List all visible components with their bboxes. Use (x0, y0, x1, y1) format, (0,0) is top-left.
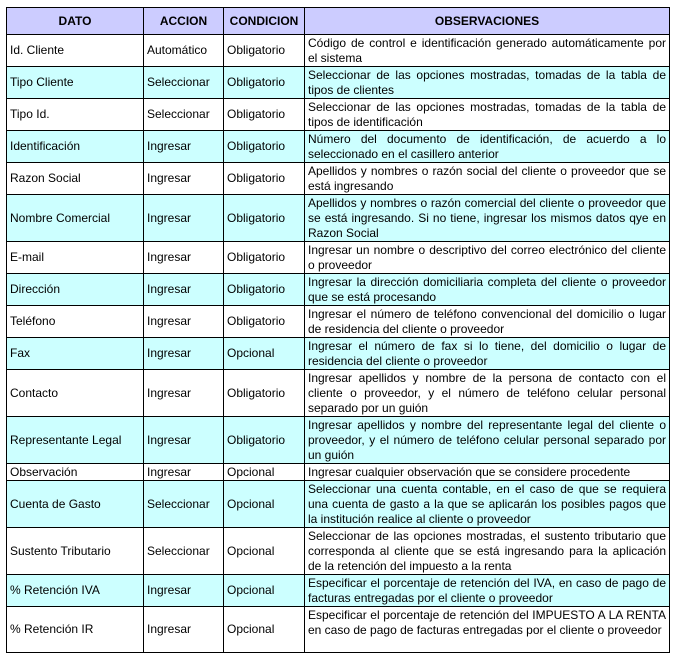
cell-dato: Id. Cliente (7, 35, 144, 67)
cell-observaciones: Especificar el porcentaje de retención del IMPUESTO A LA RENTA en caso de pago de facturas entregadas por el cliente o proveedor (305, 607, 670, 653)
cell-accion: Ingresar (144, 338, 224, 370)
cell-accion: Automático (144, 35, 224, 67)
table-row (7, 195, 670, 242)
cell-dato: Identificación (7, 131, 144, 163)
cell-accion: Seleccionar (144, 528, 224, 575)
cell-condicion: Opcional (224, 464, 305, 481)
cell-dato: E-mail (7, 242, 144, 274)
header-accion: ACCION (144, 8, 224, 35)
cell-accion: Ingresar (144, 274, 224, 306)
table-row (7, 417, 670, 464)
cell-observaciones: Ingresar cualquier observación que se considere procedente (305, 464, 670, 481)
data-dictionary-table (6, 7, 670, 653)
table-row (7, 481, 670, 528)
cell-dato: Observación (7, 464, 144, 481)
cell-condicion: Opcional (224, 528, 305, 575)
cell-condicion: Obligatorio (224, 242, 305, 274)
table-row (7, 464, 670, 481)
cell-observaciones: Ingresar apellidos y nombre de la persona de contacto con el cliente o proveedor, y el número de teléfono celular personal separado por un guión (305, 370, 670, 417)
cell-condicion: Opcional (224, 338, 305, 370)
cell-condicion: Obligatorio (224, 35, 305, 67)
cell-condicion: Opcional (224, 607, 305, 653)
cell-observaciones: Ingresar la dirección domiciliaria completa del cliente o proveedor que se está procesando (305, 274, 670, 306)
cell-dato: Tipo Id. (7, 99, 144, 131)
cell-condicion: Obligatorio (224, 417, 305, 464)
cell-observaciones: Seleccionar de las opciones mostradas, el sustento tributario que corresponda al cliente que se está ingresando para la aplicación de la retención del impuesto a la renta (305, 528, 670, 575)
cell-observaciones: Ingresar apellidos y nombre del representante legal del cliente o proveedor, y el número de teléfono celular personal separado por un guión (305, 417, 670, 464)
cell-dato: Tipo Cliente (7, 67, 144, 99)
table-row (7, 274, 670, 306)
cell-condicion: Opcional (224, 575, 305, 607)
table-row (7, 575, 670, 607)
cell-observaciones: Seleccionar una cuenta contable, en el caso de que se requiera una cuenta de gasto a la que se aplicarán los posibles pagos que la institución realice al cliente o proveedor (305, 481, 670, 528)
cell-observaciones: Ingresar el número de fax si lo tiene, del domicilio o lugar de residencia del cliente o proveedor (305, 338, 670, 370)
cell-dato: Dirección (7, 274, 144, 306)
cell-accion: Ingresar (144, 131, 224, 163)
header-row (7, 8, 670, 35)
cell-accion: Ingresar (144, 607, 224, 653)
cell-dato: Contacto (7, 370, 144, 417)
cell-condicion: Opcional (224, 481, 305, 528)
cell-accion: Seleccionar (144, 481, 224, 528)
cell-accion: Ingresar (144, 417, 224, 464)
cell-condicion: Obligatorio (224, 163, 305, 195)
table-row (7, 338, 670, 370)
cell-dato: % Retención IR (7, 607, 144, 653)
table-row (7, 370, 670, 417)
cell-condicion: Obligatorio (224, 274, 305, 306)
table-wrapper (6, 7, 670, 653)
cell-condicion: Obligatorio (224, 67, 305, 99)
cell-condicion: Obligatorio (224, 99, 305, 131)
cell-accion: Ingresar (144, 163, 224, 195)
table-row (7, 67, 670, 99)
cell-dato: Teléfono (7, 306, 144, 338)
cell-observaciones: Seleccionar de las opciones mostradas, tomadas de la tabla de tipos de clientes (305, 67, 670, 99)
cell-dato: % Retención IVA (7, 575, 144, 607)
cell-accion: Seleccionar (144, 99, 224, 131)
cell-dato: Cuenta de Gasto (7, 481, 144, 528)
header-observaciones: OBSERVACIONES (305, 8, 670, 35)
cell-observaciones: Ingresar el número de teléfono convencional del domicilio o lugar de residencia del cliente o proveedor (305, 306, 670, 338)
cell-accion: Ingresar (144, 370, 224, 417)
cell-observaciones: Número del documento de identificación, de acuerdo a lo seleccionado en el casillero anterior (305, 131, 670, 163)
cell-dato: Representante Legal (7, 417, 144, 464)
cell-condicion: Obligatorio (224, 195, 305, 242)
cell-observaciones: Apellidos y nombres o razón comercial del cliente o proveedor que se está ingresando. Si no tiene, ingresar los mismos datos qye en Razon Social (305, 195, 670, 242)
table-row (7, 242, 670, 274)
cell-condicion: Obligatorio (224, 306, 305, 338)
cell-observaciones: Ingresar un nombre o descriptivo del correo electrónico del cliente o proveedor (305, 242, 670, 274)
cell-accion: Ingresar (144, 242, 224, 274)
table-row (7, 528, 670, 575)
cell-accion: Ingresar (144, 464, 224, 481)
cell-accion: Ingresar (144, 575, 224, 607)
cell-observaciones: Seleccionar de las opciones mostradas, tomadas de la tabla de tipos de identificación (305, 99, 670, 131)
cell-observaciones: Código de control e identificación generado automáticamente por el sistema (305, 35, 670, 67)
table-row (7, 131, 670, 163)
cell-condicion: Obligatorio (224, 370, 305, 417)
cell-dato: Sustento Tributario (7, 528, 144, 575)
cell-observaciones: Especificar el porcentaje de retención del IVA, en caso de pago de facturas entregadas por el cliente o proveedor (305, 575, 670, 607)
cell-dato: Razon Social (7, 163, 144, 195)
cell-dato: Fax (7, 338, 144, 370)
cell-accion: Ingresar (144, 195, 224, 242)
cell-condicion: Obligatorio (224, 131, 305, 163)
table-row (7, 163, 670, 195)
header-condicion: CONDICION (224, 8, 305, 35)
cell-accion: Ingresar (144, 306, 224, 338)
cell-observaciones: Apellidos y nombres o razón social del cliente o proveedor que se está ingresando (305, 163, 670, 195)
table-row (7, 35, 670, 67)
cell-accion: Seleccionar (144, 67, 224, 99)
cell-dato: Nombre Comercial (7, 195, 144, 242)
header-dato: DATO (7, 8, 144, 35)
table-row (7, 99, 670, 131)
table-row (7, 306, 670, 338)
